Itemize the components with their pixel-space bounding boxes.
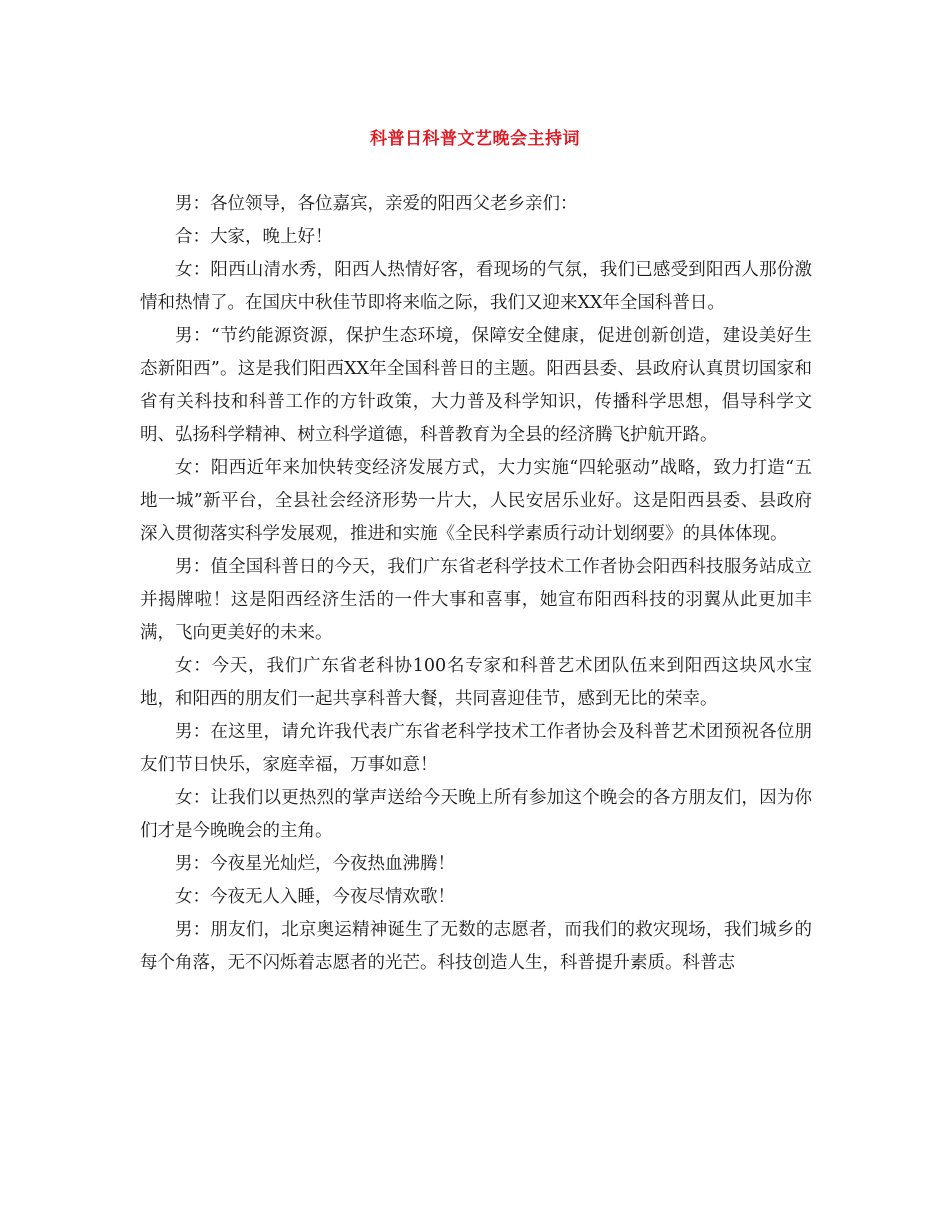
paragraph: 男：朋友们，北京奥运精神诞生了无数的志愿者，而我们的救灾现场，我们城乡的每个角落，无不闪烁着志愿者的光芒。科技创造人生，科普提升素质。科普志	[140, 920, 812, 973]
paragraph: 女：阳西近年来加快转变经济发展方式，大力实施“四轮驱动”战略，致力打造“五地一城”新平台，全县社会经济形势一片大，人民安居乐业好。这是阳西县委、县政府深入贯彻落实科学发展观，推进和实施《全民科学素质行动计划纲要》的具体体现。	[140, 458, 812, 544]
document-title: 科普日科普文艺晚会主持词	[370, 129, 580, 149]
paragraph: 男：在这里，请允许我代表广东省老科学技术工作者协会及科普艺术团预祝各位朋友们节日快乐，家庭幸福，万事如意！	[140, 722, 812, 775]
paragraph: 女：让我们以更热烈的掌声送给今天晚上所有参加这个晚会的各方朋友们，因为你们才是今晚晚会的主角。	[140, 788, 812, 841]
document-body	[140, 188, 812, 980]
paragraph: 男：“节约能源资源，保护生态环境，保障安全健康，促进创新创造，建设美好生态新阳西”。这是我们阳西XX年全国科普日的主题。阳西县委、县政府认真贯切国家和省有关科技和科普工作的方针政策，大力普及科学知识，传播科学思想，倡导科学文明、弘扬科学精神、树立科学道德，科普教育为全县的经济腾飞护航开路。	[140, 326, 812, 445]
paragraph: 女：阳西山清水秀，阳西人热情好客，看现场的气氛，我们已感受到阳西人那份激情和热情了。在国庆中秋佳节即将来临之际，我们又迎来XX年全国科普日。	[140, 260, 812, 313]
paragraph: 男：各位领导，各位嘉宾，亲爱的阳西父老乡亲们：	[175, 194, 578, 214]
paragraph: 男：值全国科普日的今天，我们广东省老科学技术工作者协会阳西科技服务站成立并揭牌啦！这是阳西经济生活的一件大事和喜事，她宣布阳西科技的羽翼从此更加丰满，飞向更美好的未来。	[140, 557, 812, 643]
paragraph: 女：今天，我们广东省老科协100名专家和科普艺术团队伍来到阳西这块风水宝地，和阳西的朋友们一起共享科普大餐，共同喜迎佳节，感到无比的荣幸。	[140, 656, 812, 709]
paragraph: 男：今夜星光灿烂，今夜热血沸腾！	[175, 854, 455, 874]
paragraph: 合：大家，晚上好！	[175, 227, 333, 247]
paragraph: 女：今夜无人入睡，今夜尽情欢歌！	[175, 887, 455, 907]
